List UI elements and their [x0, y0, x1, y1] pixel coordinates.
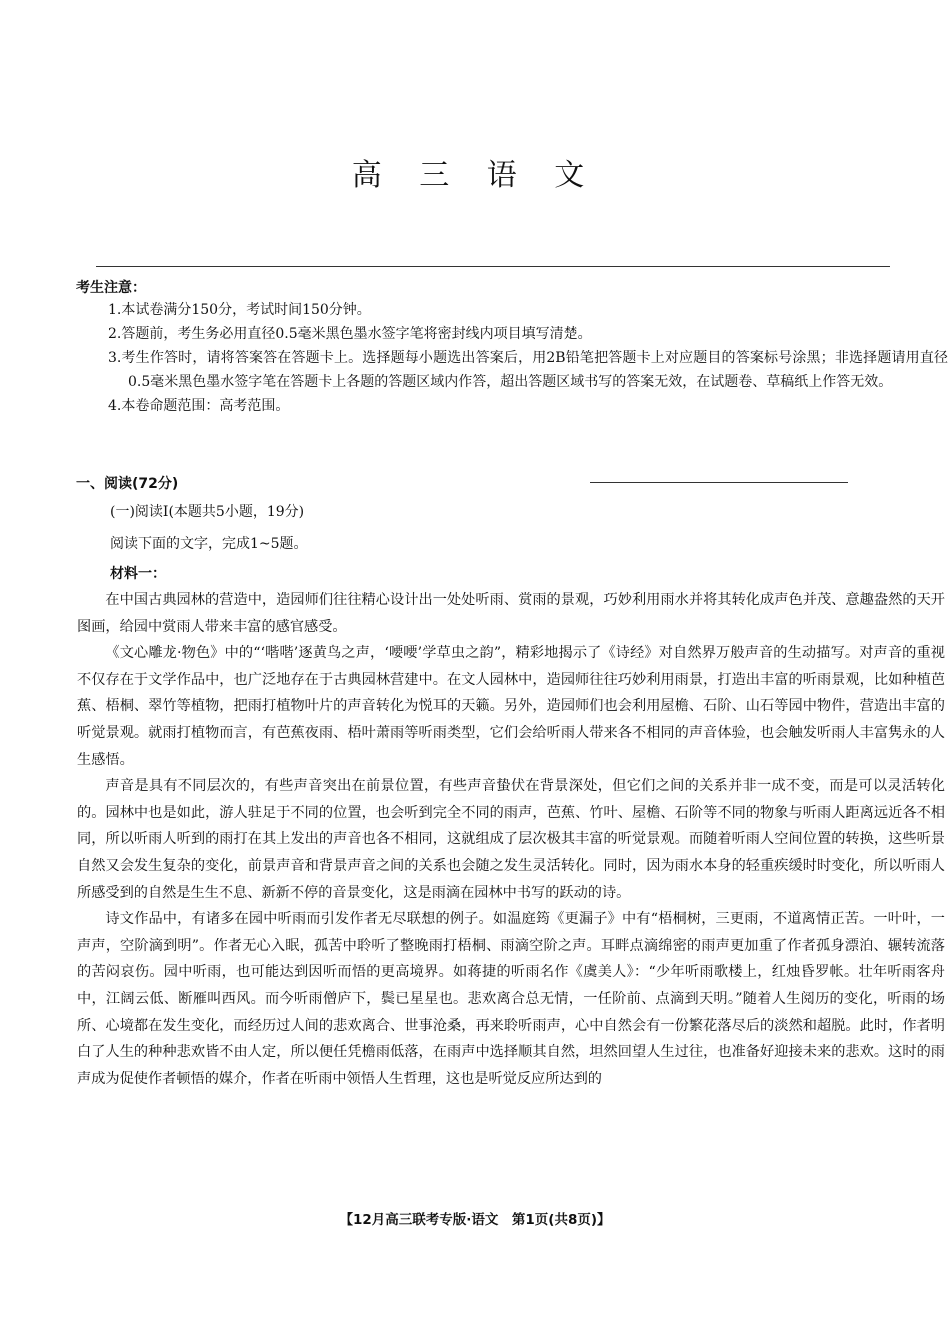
passage-paragraph: 在中国古典园林的营造中，造园师们往往精心设计出一处处听雨、赏雨的景观，巧妙利用雨水并将其转化成声色并茂、意趣盎然的天开图画，给园中赏雨人带来丰富的感官感受。	[77, 592, 945, 635]
notice-item: 1.本试卷满分150分，考试时间150分钟。	[108, 302, 371, 318]
header-divider	[96, 266, 890, 267]
reading-passage	[77, 587, 945, 1092]
page-footer: 【12月高三联考专版·语文 第1页(共8页)】	[339, 1212, 611, 1228]
section-heading: 一、阅读(72分)	[76, 476, 179, 492]
section-divider	[590, 482, 848, 483]
notice-item: 3.考生作答时，请将答案答在答题卡上。选择题每小题选出答案后，用2B铅笔把答题卡上对应题目的答案标号涂黑；非选择题请用直径0.5毫米黑色墨水签字笔在答题卡上各题的答题区域内作答，超出答题区域书写的答案无效，在试题卷、草稿纸上作答无效。	[108, 350, 948, 390]
passage-paragraph: 《文心雕龙·物色》中的“‘喈喈’逐黄鸟之声，‘喓喓’学草虫之韵”，精彩地揭示了《诗经》对自然界万般声音的生动描写。对声音的重视不仅存在于文学作品中，也广泛地存在于古典园林营建中。在文人园林中，造园师往往巧妙利用雨景，打造出丰富的听雨景观，比如种植芭蕉、梧桐、翠竹等植物，把雨打植物叶片的声音转化为悦耳的天籁。另外，造园师们也会利用屋檐、石阶、山石等园中物件，营造出丰富的听觉景观。就雨打植物而言，有芭蕉夜雨、梧叶萧雨等听雨类型，它们会给听雨人带来各不相同的声音体验，也会触发听雨人丰富隽永的人生感悟。	[77, 645, 945, 768]
notice-heading: 考生注意：	[76, 280, 146, 296]
reading-instruction: 阅读下面的文字，完成1~5题。	[110, 536, 308, 552]
notice-item: 2.答题前，考生务必用直径0.5毫米黑色墨水签字笔将密封线内项目填写清楚。	[108, 326, 592, 342]
material-label: 材料一：	[110, 566, 166, 582]
page-title: 高 三 语 文	[351, 158, 599, 194]
notice-item: 4.本卷命题范围：高考范围。	[108, 398, 290, 414]
notice-list	[108, 298, 948, 418]
passage-paragraph: 声音是具有不同层次的，有些声音突出在前景位置，有些声音蛰伏在背景深处，但它们之间的关系并非一成不变，而是可以灵活转化的。园林中也是如此，游人驻足于不同的位置，也会听到完全不同的雨声，芭蕉、竹叶、屋檐、石阶等不同的物象与听雨人距离远近各不相同，所以听雨人听到的雨打在其上发出的声音也各不相同，这就组成了层次极其丰富的听觉景观。而随着听雨人空间位置的转换，这些听景自然又会发生复杂的变化，前景声音和背景声音之间的关系也会随之发生灵活转化。同时，因为雨水本身的轻重疾缓时时变化，所以听雨人所感受到的自然是生生不息、新新不停的音景变化，这是雨滴在园林中书写的跃动的诗。	[77, 778, 945, 901]
subsection-heading: (一)阅读Ⅰ(本题共5小题，19分)	[110, 504, 305, 520]
passage-paragraph: 诗文作品中，有诸多在园中听雨而引发作者无尽联想的例子。如温庭筠《更漏子》中有“梧桐树，三更雨，不道离情正苦。一叶叶，一声声，空阶滴到明”。作者无心入眠，孤苦中聆听了整晚雨打梧桐、雨滴空阶之声。耳畔点滴绵密的雨声更加重了作者孤身漂泊、辗转流落的苦闷哀伤。园中听雨，也可能达到因听而悟的更高境界。如蒋捷的听雨名作《虞美人》：“少年听雨歌楼上，红烛昏罗帐。壮年听雨客舟中，江阔云低、断雁叫西风。而今听雨僧庐下，鬓已星星也。悲欢离合总无情，一任阶前、点滴到天明。”随着人生阅历的变化，听雨的场所、心境都在发生变化，而经历过人间的悲欢离合、世事沧桑，再来聆听雨声，心中自然会有一份繁花落尽后的淡然和超脱。此时，作者明白了人生的种种悲欢皆不由人定，所以便任凭檐雨低落，在雨声中选择顺其自然，坦然回望人生过往，也准备好迎接未来的悲欢。这时的雨声成为促使作者顿悟的媒介，作者在听雨中领悟人生哲理，这也是听觉反应所达到的	[77, 911, 945, 1087]
